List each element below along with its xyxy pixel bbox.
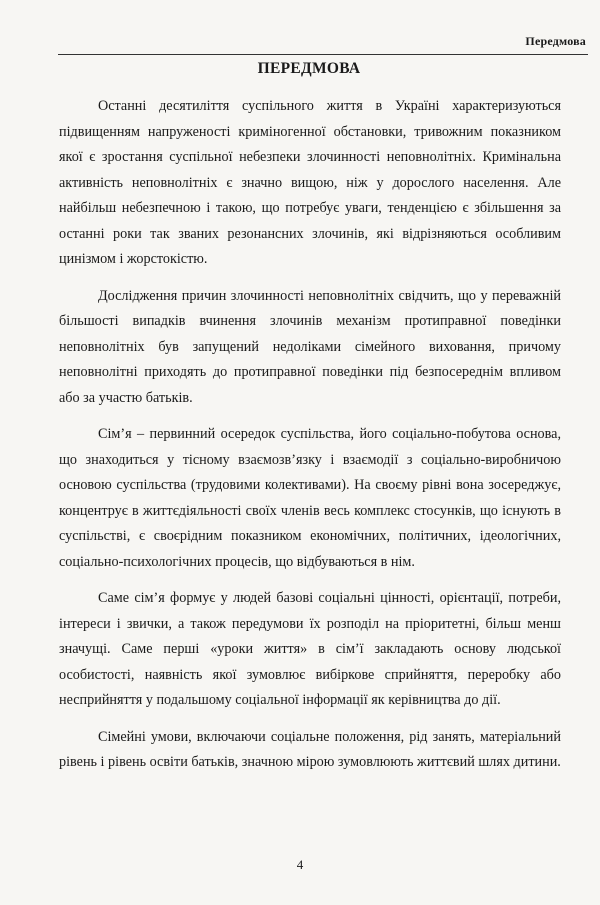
paragraph: Дослідження причин злочинності неповнолітніх свідчить, що у переважній більшості випадків вчинення злочинів механізм протиправної поведінки неповнолітніх був запущений недоліками сімейного виховання, причому неповнолітні приходять до протиправної поведінки під безпосереднім впливом або за участю батьків. — [59, 287, 561, 406]
page-title: ПЕРЕДМОВА — [257, 60, 361, 77]
paragraph: Останні десятиліття суспільного життя в Україні характеризуються підвищенням напруженості криміногенної обстановки, тривожним показником якої є зростання суспільної небезпеки злочинності неповнолітніх. Кримінальна активність неповнолітніх є значно вищою, ніж у дорослого населення. Але найбільш небезпечною і такою, що потребує уваги, тенденцією є збільшення за останні роки так званих резонансних злочинів, які відрізняються особливим цинізмом і жорстокістю. — [59, 98, 561, 267]
body-text — [59, 94, 561, 787]
paragraph: Сімейні умови, включаючи соціальне положення, рід занять, матеріальний рівень і рівень освіти батьків, значною мірою зумовлюють життєвий шлях дитини. — [59, 728, 561, 770]
paragraph: Сім’я – первинний осередок суспільства, його соціально-побутова основа, що знаходиться у тісному взаємозв’язку і взаємодії з соціально-виробничою основою суспільства (трудовими колективами). На своєму рівні вона зосереджує, концентрує в життєдіяльності своїх членів весь комплекс стосунків, що існують в суспільстві, є своєрідним показником економічних, політичних, ідеологічних, соціально-психологічних процесів, що відбуваються в нім. — [59, 426, 561, 570]
paragraph: Саме сім’я формує у людей базові соціальні цінності, орієнтації, потреби, інтереси і звички, а також передумови їх розподіл на пріоритетні, більш менш значущі. Саме перші «уроки життя» в сім’ї закладають основу людської особистості, наявність якої зумовлює вибіркове сприйняття, переробку або несприйняття у подальшому соціальної інформації як керівництва до дії. — [59, 590, 561, 708]
page-number: 4 — [296, 857, 304, 872]
running-header: Передмова — [525, 34, 586, 48]
header-rule — [58, 54, 588, 55]
